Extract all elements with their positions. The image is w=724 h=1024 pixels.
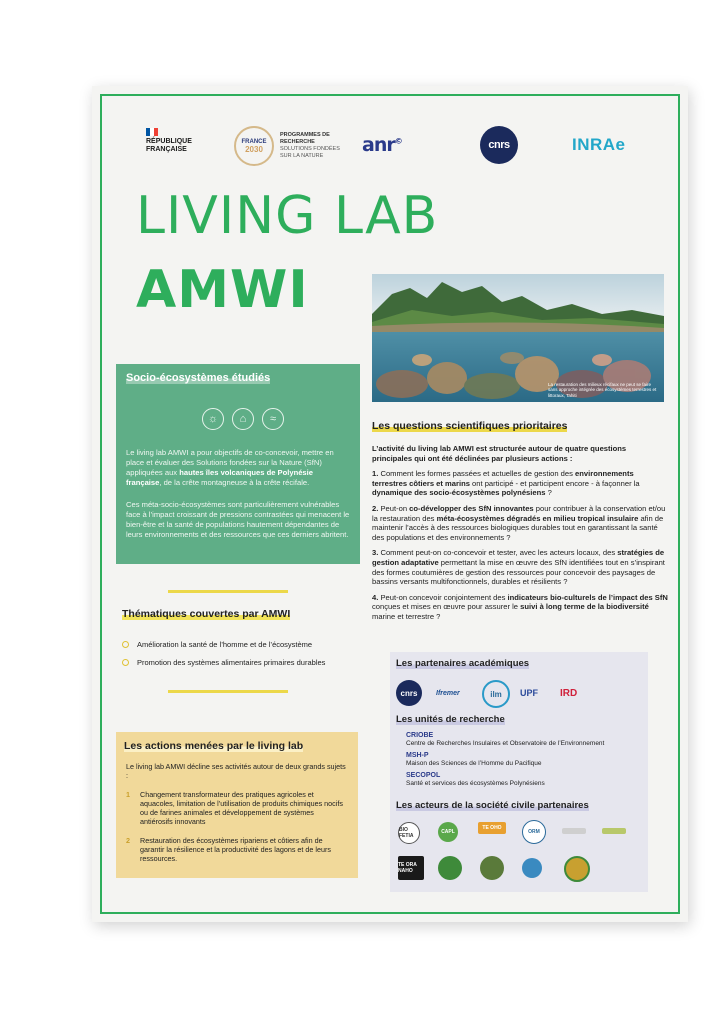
civil-heading-text: Les acteurs de la société civile partenaires bbox=[396, 800, 589, 811]
academic-heading bbox=[396, 658, 529, 669]
unit-mshp bbox=[406, 752, 541, 768]
q4-e: suivi à long terme de la biodiversité bbox=[520, 602, 649, 612]
action-item-2-number: 2 bbox=[126, 836, 130, 845]
teoranaho-text: TE ORA NAHO bbox=[398, 862, 417, 874]
biofetia-text: BIO FETIA bbox=[399, 827, 414, 839]
fish-wave-icon: ≈ bbox=[262, 408, 284, 430]
unit-mshp-name: Maison des Sciences de l’Homme du Pacifique bbox=[406, 760, 542, 767]
q4-b: Peut-on concevoir conjointement des bbox=[378, 592, 508, 602]
question-3 bbox=[372, 548, 668, 586]
academic-heading-text: Les partenaires académiques bbox=[396, 658, 530, 669]
republique-francaise-logo bbox=[146, 128, 192, 154]
cnrs-partner-text: cnrs bbox=[400, 688, 418, 698]
q3-b: Comment peut-on co-concevoir et tester, avec les acteurs locaux, des bbox=[378, 548, 618, 558]
partner-logo-9 bbox=[438, 856, 462, 880]
units-heading bbox=[396, 714, 505, 725]
partners-panel bbox=[390, 652, 648, 892]
units-heading-text: Les unités de recherche bbox=[396, 714, 505, 725]
action-item-2-text: Restauration des écosystèmes ripariens et côtiers afin de garantir la résilience et la productivité des lagons et de leurs ressources. bbox=[140, 836, 331, 863]
inrae-logo bbox=[572, 135, 626, 155]
teoho-text: TE OHO bbox=[482, 825, 502, 831]
house-hand-icon: ⌂ bbox=[232, 408, 254, 430]
q3-number: 3. bbox=[372, 548, 379, 558]
q1-f: ? bbox=[545, 488, 552, 498]
capl-text: CAPL bbox=[441, 829, 455, 835]
socio-paragraph-1 bbox=[126, 448, 350, 488]
q1-number: 1. bbox=[372, 469, 379, 479]
rf-line2: FRANÇAISE bbox=[146, 146, 187, 153]
q2-c: co-développer des SfN innovantes bbox=[409, 503, 534, 513]
socio-heading: Socio-écosystèmes étudiés bbox=[126, 372, 271, 384]
france-2030-text bbox=[280, 132, 340, 160]
upf-logo bbox=[520, 680, 538, 706]
orm-logo bbox=[522, 820, 546, 844]
rf-line1: RÉPUBLIQUE bbox=[146, 138, 192, 145]
questions-heading bbox=[372, 420, 668, 432]
ifremer-logo bbox=[436, 680, 460, 706]
thematiques-heading bbox=[122, 608, 290, 620]
socio-p1-a: Le living lab AMWI a pour objectifs de co-concevoir, mettre en place et évaluer des Solutions fondées sur la Nature (SfN) appliquées aux bbox=[126, 448, 334, 477]
thematiques-heading-text: Thématiques couvertes par AMWI bbox=[122, 608, 291, 620]
ird-logo bbox=[560, 680, 577, 706]
q2-d: pour contribuer à la conservation et/ou la restauration des bbox=[372, 503, 666, 523]
partner-logo-7 bbox=[602, 828, 626, 834]
thematique-item-2-text: Promotion des systèmes alimentaires primaires durables bbox=[137, 658, 326, 667]
hero-image bbox=[372, 274, 664, 402]
partner-logo-10 bbox=[480, 856, 504, 880]
bullet-icon bbox=[122, 641, 129, 648]
socio-paragraph-2: Ces méta-socio-écosystèmes sont particulièrement vulnérables face à l’impact croissant de pressions contrastées qui menacent le bien-être et la santé de populations hautement dépendantes de leurs environnements et des ressources que ces derniers abritent. bbox=[126, 500, 350, 539]
action-item-1 bbox=[126, 790, 346, 826]
france-2030-solutions: SOLUTIONS FONDÉES SUR LA NATURE bbox=[280, 146, 340, 159]
q3-c: stratégies de gestion adaptative bbox=[372, 548, 665, 567]
france-2030-year: 2030 bbox=[245, 145, 263, 154]
france-2030-france: FRANCE bbox=[241, 139, 267, 145]
title-line1: LIVING LAB bbox=[136, 186, 439, 246]
q2-b: Peut-on bbox=[378, 503, 410, 513]
teoranaho-logo bbox=[398, 856, 424, 880]
unit-secopol bbox=[406, 772, 545, 788]
unit-secopol-name: Santé et services des écosystèmes Polynésiens bbox=[406, 780, 545, 787]
actions-intro: Le living lab AMWI décline ses activités autour de deux grands sujets : bbox=[126, 762, 346, 780]
action-item-2 bbox=[126, 836, 346, 863]
action-item-1-number: 1 bbox=[126, 790, 130, 799]
unit-secopol-code: SECOPOL bbox=[406, 772, 441, 779]
capl-logo bbox=[438, 822, 458, 842]
civil-heading bbox=[396, 800, 589, 811]
questions-section bbox=[372, 420, 668, 628]
france-2030-logo bbox=[234, 126, 340, 166]
actions-panel bbox=[116, 732, 358, 878]
unit-criobe-code: CRIOBE bbox=[406, 732, 434, 739]
thematique-item-1 bbox=[122, 640, 312, 649]
partner-logo-11 bbox=[522, 858, 542, 878]
unit-criobe bbox=[406, 732, 604, 748]
q1-c: environnements terrestres côtiers et marins bbox=[372, 469, 634, 488]
q2-f: afin de maintenir l’accès à des ressources biologiques durables tout en garantissant la santé des populations et des environnements ? bbox=[372, 513, 664, 542]
french-flag-icon bbox=[146, 128, 158, 136]
question-1 bbox=[372, 469, 668, 498]
thematique-item-1-text: Amélioration la santé de l’homme et de l’écosystème bbox=[137, 640, 313, 649]
globe-leaf-icon: ☼ bbox=[202, 408, 224, 430]
actions-heading-text: Les actions menées par le living lab bbox=[124, 740, 304, 752]
action-item-1-text: Changement transformateur des pratiques agricoles et aquacoles, limitation de l’utilisation de produits chimiques nocifs ou de farines animales et développement de systèmes antiérosifs innovants bbox=[140, 790, 343, 826]
cnrs-logo bbox=[480, 126, 518, 164]
questions-intro bbox=[372, 444, 668, 463]
q1-b: Comment les formes passées et actuelles de gestion des bbox=[378, 469, 576, 479]
q2-number: 2. bbox=[372, 503, 379, 513]
title-line2: AMWI bbox=[136, 260, 309, 320]
hero-caption: La restauration des milieux récifaux ne peut se faire sans approche intégrée des écosystèmes terrestres et littoraux, Tahiti bbox=[548, 381, 657, 398]
divider-bottom bbox=[168, 690, 288, 693]
cnrs-text: cnrs bbox=[488, 139, 510, 151]
unit-mshp-code: MSH-P bbox=[406, 752, 429, 759]
anr-logo: anr© bbox=[362, 134, 402, 156]
france-2030-badge bbox=[234, 126, 274, 166]
anr-text: anr bbox=[362, 134, 395, 156]
q4-f: marine et terrestre ? bbox=[372, 611, 441, 621]
cnrs-partner-logo bbox=[396, 680, 422, 706]
questions-heading-text: Les questions scientifiques prioritaires bbox=[372, 420, 568, 432]
divider-top bbox=[168, 590, 288, 593]
ifremer-text: Ifremer bbox=[436, 689, 460, 697]
partner-logo-12 bbox=[564, 856, 590, 882]
q4-number: 4. bbox=[372, 592, 379, 602]
questions-intro-text: L’activité du living lab AMWI est structurée autour de quatre questions principales qui ont été déclinées par plusieurs actions : bbox=[372, 444, 627, 463]
thematique-item-2 bbox=[122, 658, 325, 667]
partner-logo-6 bbox=[562, 828, 586, 834]
france-2030-programmes: PROGRAMMES DE RECHERCHE bbox=[280, 132, 330, 145]
question-4 bbox=[372, 593, 668, 622]
socio-ecosystemes-panel bbox=[116, 364, 360, 564]
poster-sheet bbox=[92, 86, 688, 922]
q4-c: indicateurs bio-culturels de l’impact des SfN bbox=[507, 592, 668, 602]
inrae-text: INRAe bbox=[572, 135, 626, 154]
teoho-logo bbox=[478, 822, 506, 834]
biofetia-logo bbox=[398, 822, 420, 844]
q3-d: permettant la mise en œuvre des SfN identifiées tout en s’inspirant des formes coutumières de gestion des ressources pour concevoir des paysages de bassins versants multifonctionnels, durables et résilients ? bbox=[372, 557, 665, 587]
bullet-icon bbox=[122, 659, 129, 666]
socio-icons bbox=[202, 408, 284, 430]
orm-text: ORM bbox=[528, 829, 540, 835]
q2-e: méta-écosystèmes dégradés en milieu tropical insulaire bbox=[436, 513, 639, 523]
question-2 bbox=[372, 504, 668, 542]
q1-d: ont participé - et participent encore - à façonner la bbox=[469, 478, 640, 488]
q4-d: conçues et mises en œuvre pour assurer le bbox=[372, 602, 521, 612]
socio-p1-b: hautes îles volcaniques de Polynésie française bbox=[126, 468, 313, 487]
socio-p1-c: , de la crête montagneuse à la crête récifale. bbox=[159, 478, 310, 487]
ilm-text: ilm bbox=[490, 689, 502, 699]
q1-e: dynamique des socio-écosystèmes polynésiens bbox=[372, 488, 546, 498]
unit-criobe-name: Centre de Recherches Insulaires et Observatoire de l’Environnement bbox=[406, 740, 605, 747]
ilm-logo bbox=[482, 680, 510, 708]
actions-heading bbox=[124, 740, 303, 752]
upf-text: UPF bbox=[520, 688, 538, 698]
ird-text: IRD bbox=[560, 687, 578, 699]
